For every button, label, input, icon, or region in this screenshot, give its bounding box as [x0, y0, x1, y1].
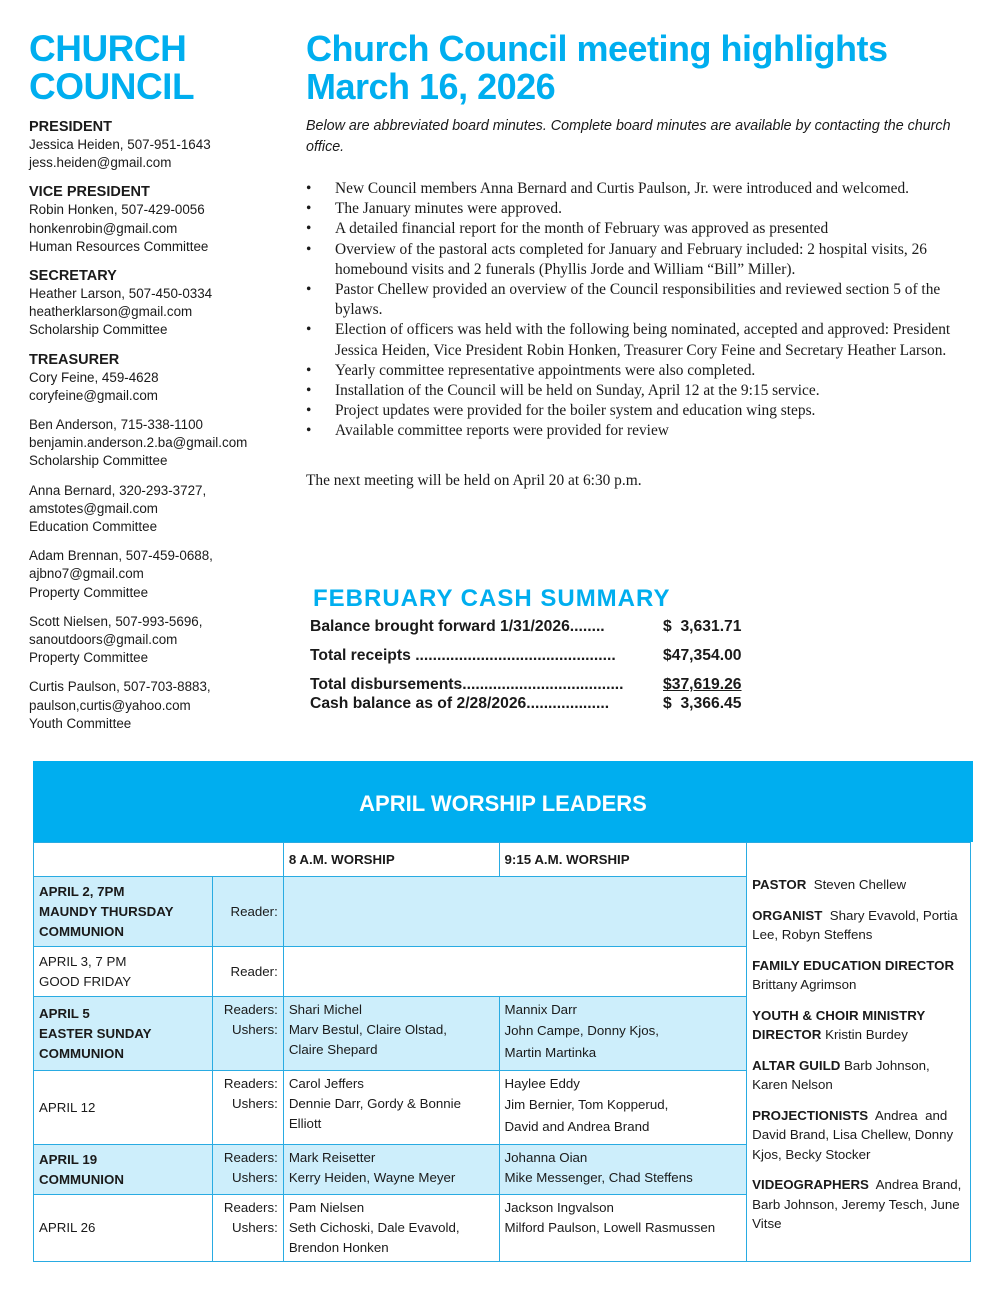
- date-line: MAUNDY THURSDAY: [39, 903, 174, 919]
- cash-label: Cash balance as of 2/28/2026...................: [310, 695, 610, 712]
- member-line: Youth Committee: [29, 715, 132, 731]
- staff-names: Steven Chellew: [806, 877, 907, 892]
- assignment-line: Milford Paulson, Lowell Rasmussen: [504, 1220, 716, 1235]
- assignment-line: Dennie Darr, Gordy & Bonnie: [288, 1096, 462, 1111]
- ushers-label: Ushers:: [232, 1170, 278, 1185]
- list-item: • Project updates were provided for the boiler system and education wing steps.: [306, 401, 986, 421]
- member-block: [29, 416, 289, 471]
- readers-label: Readers:: [223, 1150, 278, 1165]
- page-title-line1: Church Council meeting highlights: [306, 28, 888, 69]
- role-label: Reader:: [230, 903, 278, 919]
- cash-value: $47,354.00: [663, 647, 742, 664]
- date-cell: [34, 877, 213, 947]
- assignment-line: Brendon Honken: [288, 1240, 389, 1255]
- cash-summary: [310, 585, 770, 713]
- date-cell: [34, 947, 213, 997]
- staff-role: ALTAR GUILD: [752, 1057, 841, 1073]
- role-cell: [212, 1195, 283, 1262]
- staff-role: FAMILY EDUCATION DIRECTOR: [752, 957, 955, 973]
- member-line: heatherklarson@gmail.com: [29, 304, 193, 320]
- member-line: Education Committee: [29, 519, 158, 535]
- cash-label: Total receipts ..............................................: [310, 647, 616, 664]
- header-8am: 8 A.M. WORSHIP: [283, 843, 499, 877]
- date-line: APRIL 19: [39, 1151, 98, 1167]
- header-915am: 9:15 A.M. WORSHIP: [499, 843, 747, 877]
- assignment-8am: [283, 1071, 499, 1145]
- member-line: Human Resources Committee: [29, 238, 209, 254]
- staff-names: Andrea and David Brand, Lisa Chellew, Donny Kjos, Becky Stocker: [752, 1107, 957, 1162]
- staff-block: [752, 956, 964, 995]
- date-cell: [34, 997, 213, 1071]
- cash-label: Balance brought forward 1/31/2026........: [310, 618, 605, 635]
- worship-leaders-header: [33, 761, 973, 842]
- assignment-line: Pam Nielsen: [288, 1200, 365, 1215]
- list-item: • New Council members Anna Bernard and Curtis Paulson, Jr. were introduced and welcomed.: [306, 179, 986, 199]
- page-title: [306, 30, 986, 106]
- date-line: COMMUNION: [39, 923, 124, 939]
- member-line: sanoutdoors@gmail.com: [29, 632, 178, 648]
- list-item: • A detailed financial report for the month of February was approved as presented: [306, 219, 986, 239]
- assignment-915am: [499, 1145, 747, 1195]
- staff-block: [752, 875, 964, 895]
- date-cell: [34, 1195, 213, 1262]
- staff-list: [747, 843, 971, 1262]
- assignment-line: Mannix Darr: [504, 1002, 577, 1017]
- staff-role: ORGANIST: [752, 907, 823, 923]
- sidebar-title-line2: COUNCIL: [29, 66, 195, 107]
- date-line: APRIL 12: [39, 1099, 96, 1115]
- empty-assignment-cell: [283, 947, 746, 997]
- member-line: Cory Feine, 459-4628: [29, 369, 159, 385]
- member-line: honkenrobin@gmail.com: [29, 220, 178, 236]
- readers-label: Readers:: [223, 1002, 278, 1017]
- role-cell: [212, 997, 283, 1071]
- empty-assignment-cell: [283, 877, 746, 947]
- member-role: PRESIDENT: [29, 119, 112, 135]
- member-line: paulson,curtis@yahoo.com: [29, 697, 191, 713]
- worship-leaders: [33, 761, 973, 1262]
- readers-label: Readers:: [223, 1200, 278, 1215]
- assignment-line: Elliott: [288, 1116, 322, 1131]
- date-line: APRIL 2, 7PM: [39, 883, 125, 899]
- date-line: APRIL 5: [39, 1005, 90, 1021]
- header-empty-cell: [34, 843, 284, 877]
- staff-role: YOUTH & CHOIR MINISTRY DIRECTOR: [752, 1007, 926, 1042]
- staff-role: PROJECTIONISTS: [752, 1107, 869, 1123]
- date-line: GOOD FRIDAY: [39, 973, 132, 989]
- role-cell: [212, 1145, 283, 1195]
- ushers-label: Ushers:: [232, 1022, 278, 1037]
- staff-block: [752, 1175, 964, 1234]
- assignment-line: Jackson Ingvalson: [504, 1200, 614, 1215]
- list-item: • Installation of the Council will be held on Sunday, April 12 at the 9:15 service.: [306, 381, 986, 401]
- member-block: [29, 118, 289, 172]
- member-line: Scholarship Committee: [29, 453, 168, 469]
- member-block: [29, 547, 289, 602]
- sidebar-title-line1: CHURCH: [29, 28, 187, 69]
- member-line: ajbno7@gmail.com: [29, 566, 144, 582]
- council-sidebar: [29, 30, 289, 744]
- staff-names: Andrea Brand, Barb Johnson, Jeremy Tesch, June Vitse: [752, 1177, 966, 1231]
- role-label: Reader:: [230, 963, 278, 979]
- cash-row-disbursements: [310, 675, 770, 694]
- member-role: VICE PRESIDENT: [29, 184, 150, 201]
- staff-names: Kristin Burdey: [821, 1027, 908, 1042]
- member-block: [29, 351, 289, 405]
- cash-value: $37,619.26: [663, 676, 742, 693]
- assignment-line: Johanna Oian: [504, 1150, 588, 1165]
- member-block: [29, 678, 289, 733]
- member-block: [29, 613, 289, 668]
- assignment-8am: [283, 1195, 499, 1262]
- date-line: EASTER SUNDAY: [39, 1025, 152, 1041]
- staff-block: [752, 1106, 964, 1165]
- meeting-highlights: [306, 30, 986, 491]
- member-line: Curtis Paulson, 507-703-8883,: [29, 679, 211, 695]
- member-role: SECRETARY: [29, 268, 117, 285]
- assignment-line: Claire Shepard: [288, 1042, 378, 1057]
- staff-names: Barb Johnson, Karen Nelson: [752, 1057, 934, 1092]
- member-line: coryfeine@gmail.com: [29, 387, 158, 403]
- member-line: amstotes@gmail.com: [29, 500, 158, 516]
- member-block: [29, 482, 289, 537]
- staff-role: VIDEOGRAPHERS: [752, 1177, 869, 1192]
- cash-row-balance: [310, 694, 770, 713]
- member-line: Adam Brennan, 507-459-0688,: [29, 548, 213, 564]
- member-line: Property Committee: [29, 584, 149, 600]
- member-block: [29, 183, 289, 256]
- ushers-label: Ushers:: [232, 1096, 278, 1111]
- list-item: • Overview of the pastoral acts completed for January and February included: 2 hospital visits, 26 homebound visits and 2 funerals (Phyllis Jorde and William “Bill” Miller).: [306, 240, 986, 280]
- member-line: Anna Bernard, 320-293-3727,: [29, 482, 207, 498]
- assignment-line: Jim Bernier, Tom Kopperud,: [504, 1097, 669, 1112]
- member-line: jess.heiden@gmail.com: [29, 155, 172, 171]
- cash-value: $ 3,366.45: [663, 695, 742, 712]
- worship-leaders-table: [33, 842, 971, 1262]
- list-item: • Pastor Chellew provided an overview of the Council responsibilities and reviewed section 5 of the bylaws.: [306, 280, 986, 320]
- date-cell: [34, 1145, 213, 1195]
- date-line: APRIL 3, 7 PM: [39, 953, 127, 969]
- assignment-line: Marv Bestul, Claire Olstad,: [288, 1022, 447, 1037]
- assignment-line: Mike Messenger, Chad Steffens: [504, 1170, 693, 1185]
- table-header-row: [34, 843, 971, 877]
- date-line: APRIL 26: [39, 1220, 96, 1235]
- assignment-line: John Campe, Donny Kjos,: [504, 1023, 659, 1038]
- sidebar-title: [29, 30, 289, 106]
- assignment-line: Mark Reisetter: [288, 1150, 376, 1165]
- staff-block: [752, 1056, 964, 1095]
- cash-label: Total disbursements.....................................: [310, 676, 624, 693]
- staff-block: [752, 906, 964, 945]
- list-item: • Available committee reports were provided for review: [306, 421, 986, 441]
- assignment-line: Martin Martinka: [504, 1045, 597, 1060]
- assignment-line: Carol Jeffers: [288, 1076, 364, 1091]
- intro-text: Below are abbreviated board minutes. Complete board minutes are available by contacting the church office.: [306, 118, 951, 155]
- assignment-915am: [499, 1071, 747, 1145]
- assignment-line: Haylee Eddy: [504, 1076, 580, 1091]
- member-line: Robin Honken, 507-429-0056: [29, 202, 205, 218]
- member-line: Scholarship Committee: [29, 322, 168, 338]
- member-line: Jessica Heiden, 507-951-1643: [29, 137, 211, 152]
- staff-names: Brittany Agrimson: [752, 957, 958, 992]
- member-line: Property Committee: [29, 650, 149, 666]
- member-line: Ben Anderson, 715-338-1100: [29, 417, 203, 433]
- staff-role: PASTOR: [752, 877, 807, 892]
- cash-row-balance-forward: [310, 617, 770, 636]
- list-item: • Yearly committee representative appointments were also completed.: [306, 361, 986, 381]
- assignment-8am: [283, 997, 499, 1071]
- date-line: COMMUNION: [39, 1171, 124, 1187]
- staff-names: Shary Evavold, Portia Lee, Robyn Steffens: [752, 907, 962, 942]
- staff-block: [752, 1006, 964, 1045]
- member-line: Heather Larson, 507-450-0334: [29, 286, 213, 302]
- highlights-list: [306, 179, 986, 442]
- page-title-line2: March 16, 2026: [306, 66, 556, 107]
- ushers-label: Ushers:: [232, 1220, 278, 1235]
- assignment-line: Kerry Heiden, Wayne Meyer: [288, 1170, 456, 1185]
- date-cell: [34, 1071, 213, 1145]
- member-line: benjamin.anderson.2.ba@gmail.com: [29, 435, 248, 451]
- assignment-8am: [283, 1145, 499, 1195]
- list-item: • Election of officers was held with the following being nominated, accepted and approved: President Jessica Heiden, Vice President Robin Honken, Treasurer Cory Feine and Secretary Heather Larson.: [306, 320, 986, 360]
- member-block: [29, 267, 289, 340]
- assignment-915am: [499, 1195, 747, 1262]
- assignment-915am: [499, 997, 747, 1071]
- member-list: [29, 118, 289, 733]
- next-meeting-text: The next meeting will be held on April 20 at 6:30 p.m.: [306, 471, 642, 489]
- member-line: Scott Nielsen, 507-993-5696,: [29, 613, 203, 629]
- cash-summary-title: FEBRUARY CASH SUMMARY: [313, 585, 671, 612]
- readers-label: Readers:: [223, 1076, 278, 1091]
- cash-value: $ 3,631.71: [663, 618, 742, 635]
- list-item: • The January minutes were approved.: [306, 199, 986, 219]
- worship-leaders-title: APRIL WORSHIP LEADERS: [359, 790, 647, 816]
- role-cell: [212, 877, 283, 947]
- assignment-line: Seth Cichoski, Dale Evavold,: [288, 1220, 460, 1235]
- assignment-line: Shari Michel: [288, 1002, 362, 1017]
- role-cell: [212, 1071, 283, 1145]
- assignment-line: David and Andrea Brand: [504, 1119, 650, 1134]
- role-cell: [212, 947, 283, 997]
- cash-row-receipts: [310, 646, 770, 665]
- date-line: COMMUNION: [39, 1045, 124, 1061]
- member-role: TREASURER: [29, 351, 120, 368]
